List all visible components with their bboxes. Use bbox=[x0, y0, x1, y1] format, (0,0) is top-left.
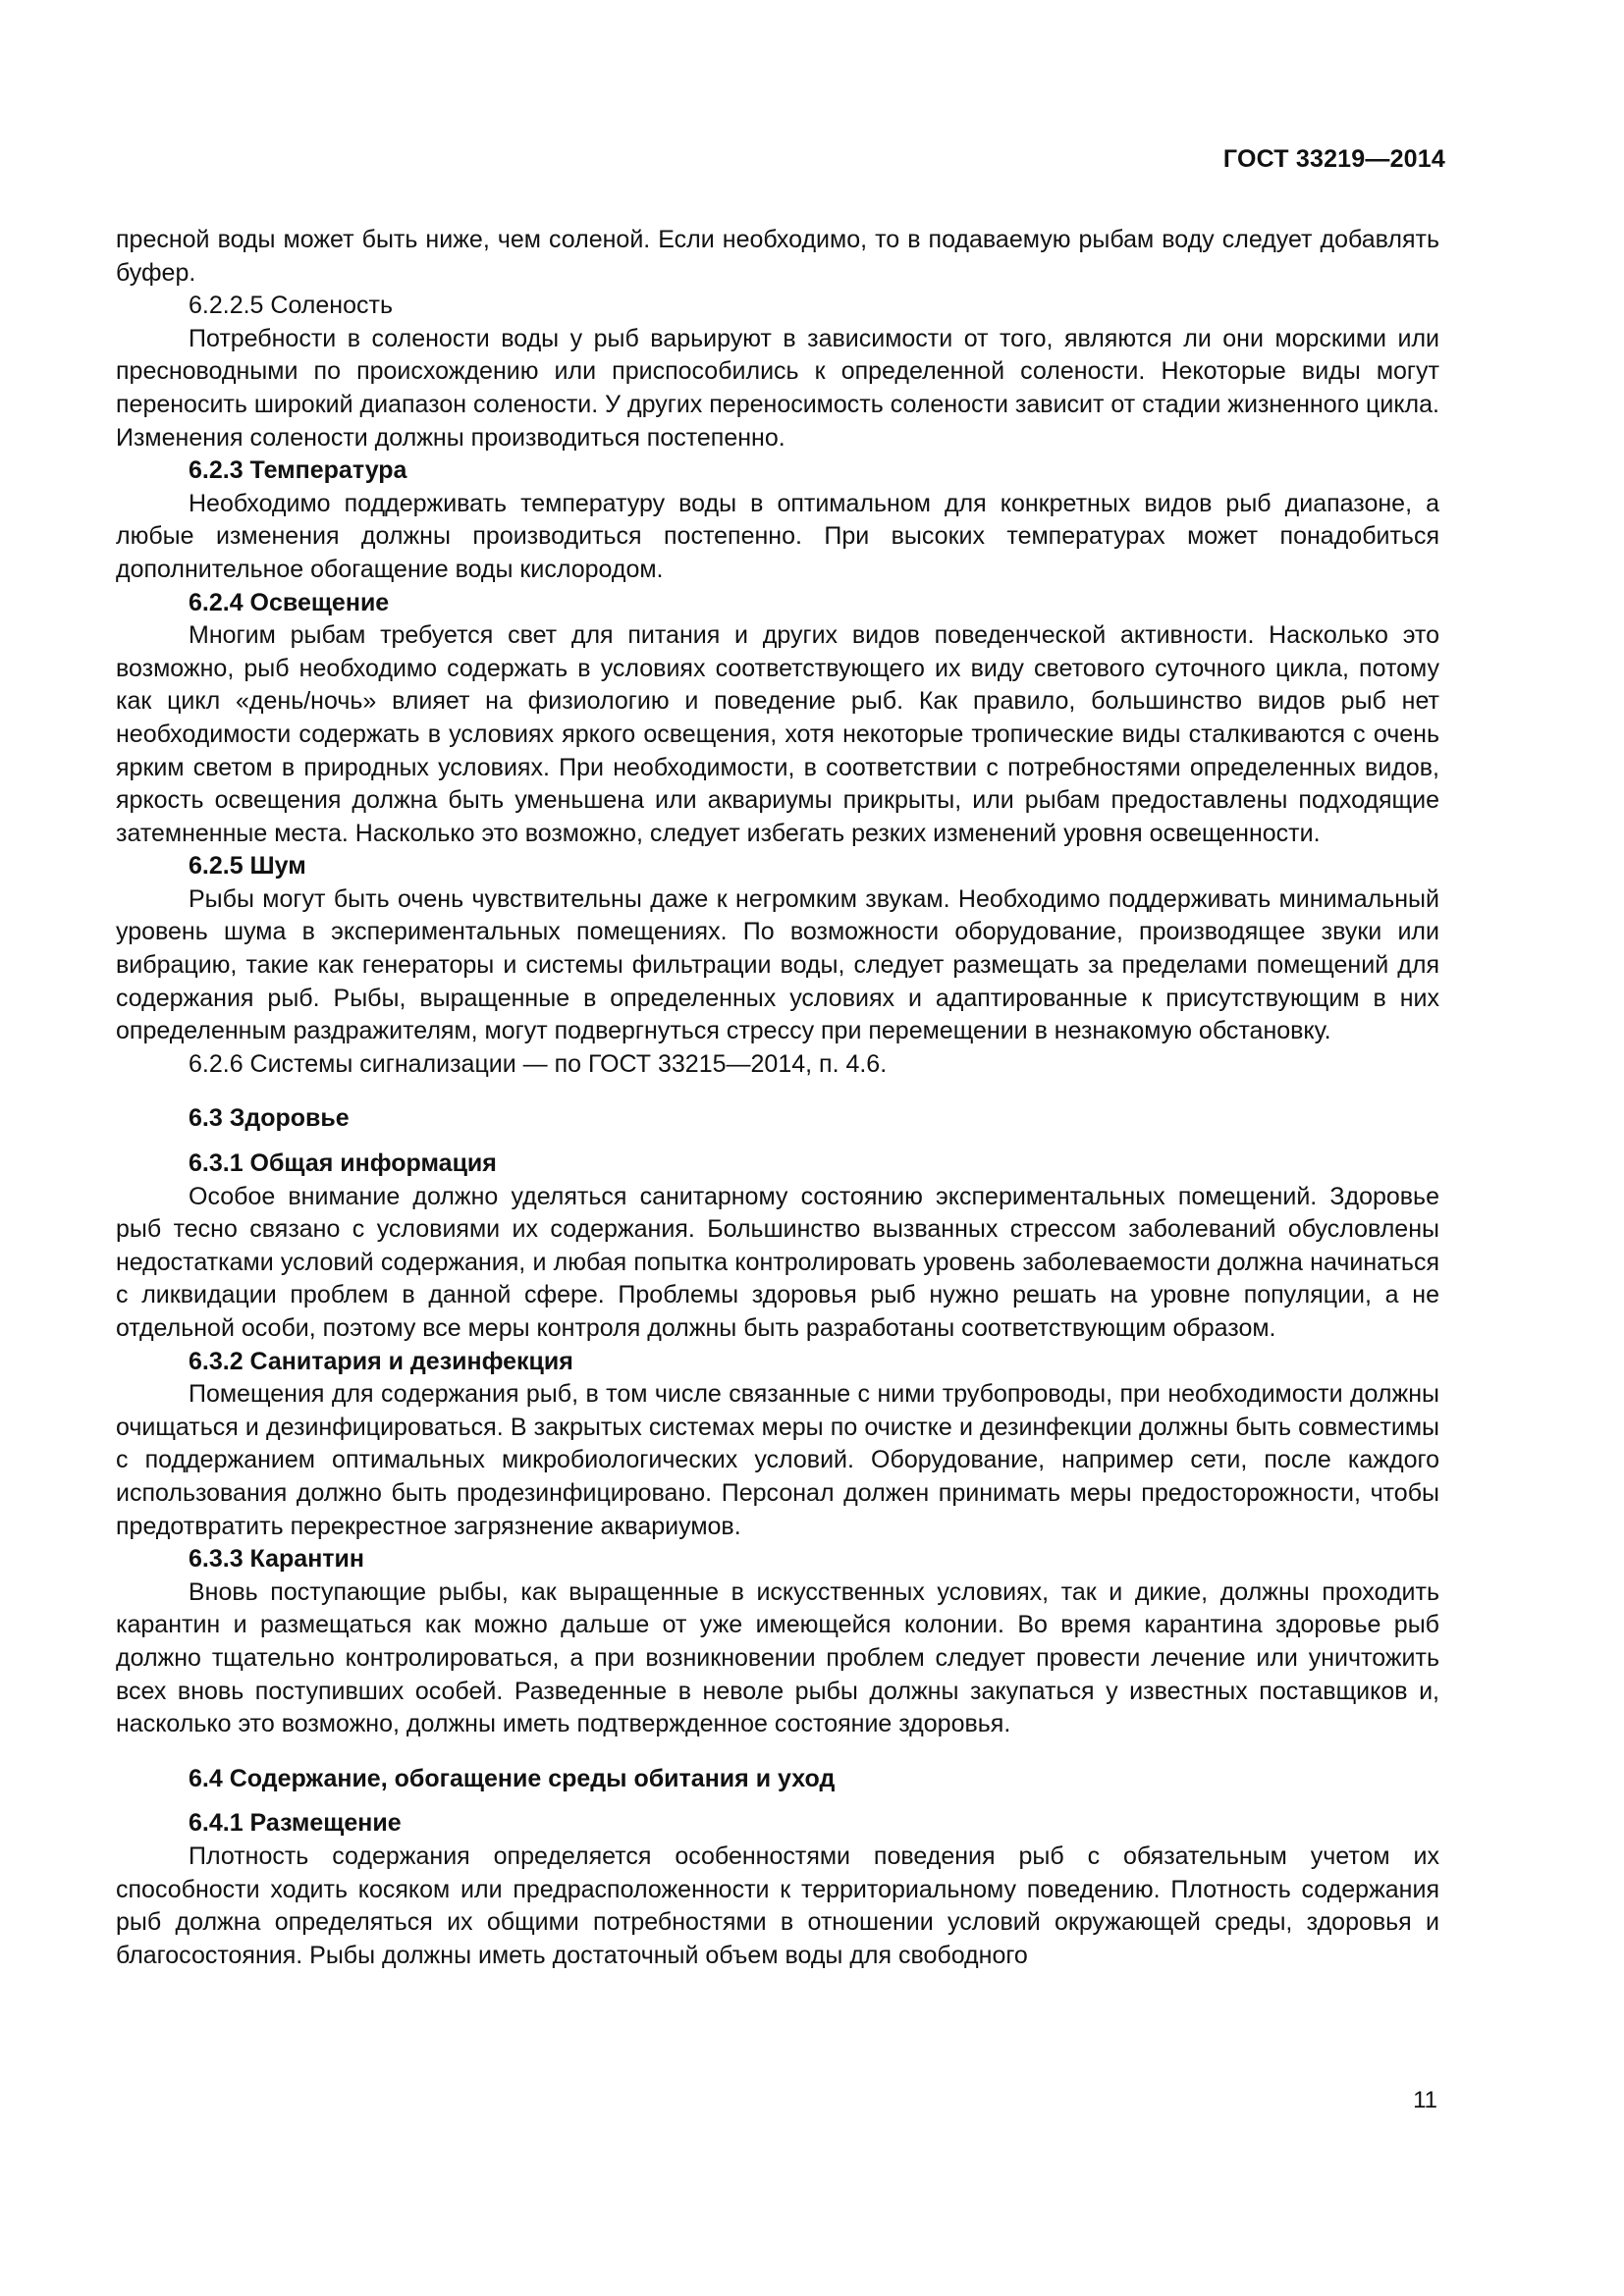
body-paragraph: Плотность содержания определяется особенностями поведения рыб с обязательным учетом их способности ходить косяком или предрасположенности к территориальному поведению. Плотность содержания рыб должна определяться их общими потребностями в отношении условий окружающей среды, здоровья и благосостояния. Рыбы должны иметь достаточный объем воды для свободного bbox=[116, 1842, 1439, 1969]
document-body bbox=[116, 224, 1439, 1972]
subsection-heading-6-3-2: 6.3.2 Санитария и дезинфекция bbox=[189, 1347, 573, 1375]
section-heading-6-3: 6.3 Здоровье bbox=[189, 1104, 350, 1133]
section-heading-6-4: 6.4 Содержание, обогащение среды обитания и уход bbox=[189, 1764, 836, 1792]
subsection-heading-6-2-5: 6.2.5 Шум bbox=[189, 852, 306, 881]
body-paragraph: Многим рыбам требуется свет для питания и других видов поведенческой активности. Насколько это возможно, рыб необходимо содержать в условиях соответствующего их виду светового суточного цикла, потому как цикл «день/ночь» влияет на физиологию и поведение рыб. Как правило, большинство видов рыб нет необходимости содержать в условиях яркого освещения, хотя некоторые тропические виды сталкиваются с очень ярким светом в природных условиях. При необходимости, в соответствии с потребностями определенных видов, яркость освещения должна быть уменьшена или аквариумы прикрыты, или рыбам предоставлены подходящие затемненные места. Насколько это возможно, следует избегать резких изменений уровня освещенности. bbox=[116, 621, 1439, 847]
body-paragraph: 6.2.6 Системы сигнализации — по ГОСТ 33215—2014, п. 4.6. bbox=[189, 1049, 888, 1078]
subsection-heading-6-3-3: 6.3.3 Карантин bbox=[189, 1545, 365, 1574]
subsection-heading-6-2-2-5: 6.2.2.5 Соленость bbox=[189, 292, 393, 320]
body-paragraph: Необходимо поддерживать температуру воды в оптимальном для конкретных видов рыб диапазоне, а любые изменения должны производиться постепенно. При высоких температурах может понадобиться дополнительное обогащение воды кислородом. bbox=[116, 489, 1439, 583]
body-paragraph: Вновь поступающие рыбы, как выращенные в искусственных условиях, так и дикие, должны проходить карантин и размещаться как можно дальше от уже имеющейся колонии. Во время карантина здоровье рыб должно тщательно контролироваться, а при возникновении проблем следует провести лечение или уничтожить всех вновь поступивших особей. Разведенные в неволе рыбы должны закупаться у известных поставщиков и, насколько это возможно, должны иметь подтвержденное состояние здоровья. bbox=[116, 1577, 1439, 1738]
subsection-heading-6-2-3: 6.2.3 Температура bbox=[189, 456, 407, 485]
subsection-heading-6-2-4: 6.2.4 Освещение bbox=[189, 588, 390, 616]
body-paragraph: Особое внимание должно уделяться санитарному состоянию экспериментальных помещений. Здоровье рыб тесно связано с условиями их содержания. Большинство вызванных стрессом заболеваний обусловлены недостатками условий содержания, и любая попытка контролировать уровень заболеваемости должна начинаться с ликвидации проблем в данной сфере. Проблемы здоровья рыб нужно решать на уровне популяции, а не отдельной особи, поэтому все меры контроля должны быть разработаны соответствующим образом. bbox=[116, 1182, 1439, 1342]
subsection-heading-6-3-1: 6.3.1 Общая информация bbox=[189, 1149, 497, 1178]
body-paragraph: Потребности в солености воды у рыб варьируют в зависимости от того, являются ли они морскими или пресноводными по происхождению или приспособились к определенной солености. Некоторые виды могут переносить широкий диапазон солености. У других переносимость солености зависит от стадии жизненного цикла. Изменения солености должны производиться постепенно. bbox=[116, 324, 1439, 452]
page-number: 11 bbox=[1413, 2087, 1437, 2113]
body-paragraph: Помещения для содержания рыб, в том числе связанные с ними трубопроводы, при необходимости должны очищаться и дезинфицироваться. В закрытых системах меры по очистке и дезинфекции должны быть совместимы с поддержанием оптимальных микробиологических условий. Оборудование, например сети, после каждого использования должно быть продезинфицировано. Персонал должен принимать меры предосторожности, чтобы предотвратить перекрестное загрязнение аквариумов. bbox=[116, 1380, 1439, 1540]
subsection-heading-6-4-1: 6.4.1 Размещение bbox=[189, 1809, 402, 1838]
body-paragraph: пресной воды может быть ниже, чем соленой. Если необходимо, то в подаваемую рыбам воду следует добавлять буфер. bbox=[116, 226, 1439, 287]
document-header-standard: ГОСТ 33219—2014 bbox=[1222, 145, 1445, 173]
body-paragraph: Рыбы могут быть очень чувствительны даже к негромким звукам. Необходимо поддерживать минимальный уровень шума в экспериментальных помещениях. По возможности оборудование, производящее звуки или вибрацию, такие как генераторы и системы фильтрации воды, следует размещать за пределами помещений для содержания рыб. Рыбы, выращенные в определенных условиях и адаптированные к присутствующим в них определенным раздражителям, могут подвергнуться стрессу при перемещении в незнакомую обстановку. bbox=[116, 884, 1439, 1045]
